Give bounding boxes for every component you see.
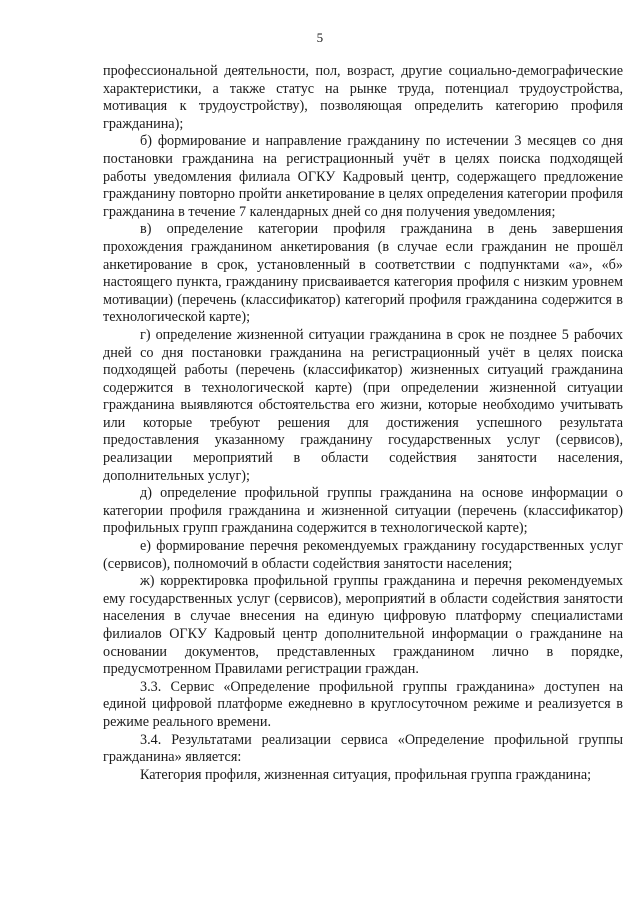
paragraph-item-b: б) формирование и направление гражданину по истечении 3 месяцев со дня постановки гражданина на регистрационный учёт в целях поиска подходящей работы уведомления филиала ОГКУ Кадровый центр, содержащего предложение гражданину повторно пройти анкетирование в целях определения категории профиля гражданина в течение 7 календарных дней со дня получения уведомления; [103, 133, 623, 220]
paragraph-result: Категория профиля, жизненная ситуация, профильная группа гражданина; [140, 766, 592, 783]
paragraph-continuation: профессиональной деятельности, пол, возраст, другие социально-демографические характеристики, а также статус на рынке труда, потенциал трудоустройства, мотивация к трудоустройству), позволяющая определить категорию профиля гражданина); [103, 63, 623, 132]
page-number: 5 [316, 30, 324, 45]
paragraph-section-3-3: 3.3. Сервис «Определение профильной группы гражданина» доступен на единой цифровой платформе ежедневно в круглосуточном режиме и реализуется в режиме реального времени. [103, 678, 623, 730]
paragraph-item-d: д) определение профильной группы гражданина на основе информации о категории профиля гражданина и жизненной ситуации (перечень (классификатор) профильных групп гражданина содержится в технологической карте); [103, 485, 623, 537]
paragraph-item-v: в) определение категории профиля гражданина в день завершения прохождения гражданином анкетирования (в случае если гражданин не прошёл анкетирование в срок, установленный в соответствии с подпунктами «а», «б» настоящего пункта, гражданину присваивается категория профиля с низким уровнем мотивации) (перечень (классификатор) категорий профиля гражданина содержится в технологической карте); [103, 221, 623, 326]
paragraph-section-3-4: 3.4. Результатами реализации сервиса «Определение профильной группы гражданина» является: [103, 731, 623, 766]
paragraph-item-g: г) определение жизненной ситуации гражданина в срок не позднее 5 рабочих дней со дня постановки гражданина на регистрационный учёт в целях поиска подходящей работы (перечень (классификатор) жизненных ситуаций гражданина содержится в технологической карте) (при определении жизненной ситуации гражданина выявляются обстоятельства его жизни, которые необходимо учитывать или которые требуют решения для достижения успешного результата предоставления указанному гражданину государственных услуг (сервисов), реализации мероприятий в области содействия занятости населения, дополнительных услуг); [103, 326, 623, 484]
document-body [103, 63, 623, 784]
paragraph-item-e: е) формирование перечня рекомендуемых гражданину государственных услуг (сервисов), полномочий в области содействия занятости населения; [103, 538, 623, 572]
paragraph-item-zh: ж) корректировка профильной группы гражданина и перечня рекомендуемых ему государственных услуг (сервисов), мероприятий в области содействия занятости населения в случае внесения на единую цифровую платформу специалистами филиалов ОГКУ Кадровый центр дополнительной информации о гражданине на основании документов, представленных гражданином лично в порядке, предусмотренном Правилами регистрации граждан. [103, 573, 623, 678]
